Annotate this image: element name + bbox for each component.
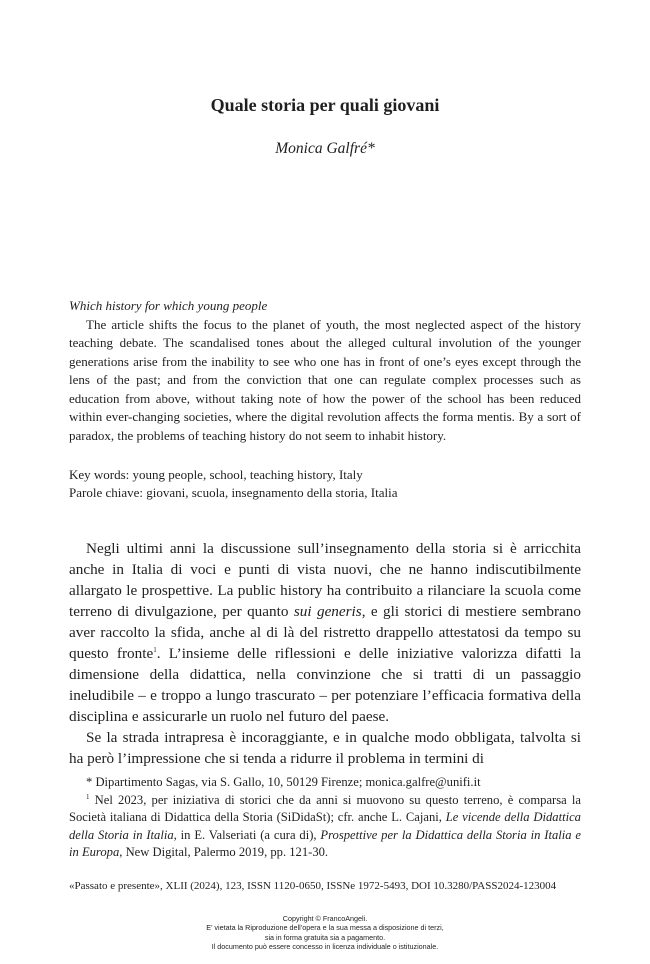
body-p1-text-b: , e gli storici di mestiere sembrano aver raccolto la sfida, anche al di là del ristretto drappello attestatosi da tempo su questo fronte: [69, 603, 581, 662]
footnotes-section: [69, 774, 581, 862]
footnote-ref-1[interactable]: 1: [153, 645, 157, 654]
footnote-1-italic-b: Prospettive per la Didattica della Storia in Italia e in Europa: [69, 827, 582, 859]
footnote-1-text-c: , New Digital, Palermo 2019, pp. 121-30.: [119, 845, 329, 859]
copyright-line-3: sia in forma gratuita sia a pagamento.: [264, 932, 386, 942]
abstract-section: [69, 297, 581, 445]
body-p1-text-c: . L’insieme delle riflessioni e delle iniziative valorizza difatti la dimensione della didattica, nella convinzione che si tratti di un passaggio ineludibile – e troppo a lungo trascurato – per potenziare l’efficacia formativa della disciplina e assicurarle un ruolo nel futuro del paese.: [69, 645, 581, 725]
abstract-title: Which history for which young people: [69, 298, 268, 313]
footnote-1-italic-a: Le vicende della Didattica della Storia in Italia: [69, 810, 581, 842]
footnote-1-text-b: , in E. Valseriati (a cura di),: [173, 827, 321, 842]
abstract-text: The article shifts the focus to the planet of youth, the most neglected aspect of the history teaching debate. The scandalised tones about the alleged cultural involution of the younger generations arise from the inability to see who one has in front of one’s eyes except through the lens of the past; and from the conviction that one can regulate complex processes such as education from above, without taking note of how the power of the school has been reduced within ever-changing societies, where the digital revolution affects the forma mentis. By a sort of paradox, the problems of teaching history do not seem to inhabit history.: [69, 316, 581, 443]
body-p1-italic: sui generis: [293, 603, 362, 620]
journal-citation: «Passato e presente», XLII (2024), 123, ISSN 1120-0650, ISSNe 1972-5493, DOI 10.3280/PASS2024-123004: [69, 880, 557, 892]
body-text: [69, 538, 581, 769]
copyright-line-4: Il documento può essere concesso in licenza individuale o istituzionale.: [211, 942, 439, 952]
footnote-1: [69, 792, 581, 862]
body-p1-text-a: Negli ultimi anni la discussione sull’insegnamento della storia si è arricchita anche in Italia di voci e punti di vista nuovi, che ne hanno indiscutibilmente allargato le prospettive. La public history ha contribuito a rilanciare la scuola come terreno di divulgazione, per quanto: [69, 540, 581, 620]
article-author: Monica Galfré*: [275, 140, 375, 157]
body-paragraph-2: Se la strada intrapresa è incoraggiante, e in qualche modo obbligata, talvolta si ha però l’impressione che si tenda a ridurre il problema in termini di: [69, 729, 581, 767]
keywords-english: Key words: young people, school, teaching history, Italy: [69, 467, 363, 482]
copyright-line-2: E’ vietata la Riproduzione dell’opera e la sua messa a disposizione di terzi,: [206, 923, 444, 933]
footnote-1-marker: 1: [86, 792, 90, 801]
copyright-notice: [0, 914, 650, 952]
footnote-1-text-a: Nel 2023, per iniziativa di storici che da anni si muovono su questo terreno, è comparsa la Società italiana di Didattica della Storia (SiDidaSt); cfr. anche L. Cajani,: [69, 792, 581, 824]
copyright-line-1: Copyright © FrancoAngeli.: [282, 914, 368, 923]
article-title: Quale storia per quali giovani: [210, 95, 440, 115]
keywords-section: [69, 466, 581, 502]
body-paragraph-1: [69, 538, 581, 727]
keywords-italian: Parole chiave: giovani, scuola, insegnamento della storia, Italia: [69, 485, 398, 500]
footnote-star: * Dipartimento Sagas, via S. Gallo, 10, 50129 Firenze; monica.galfre@unifi.it: [86, 775, 481, 789]
